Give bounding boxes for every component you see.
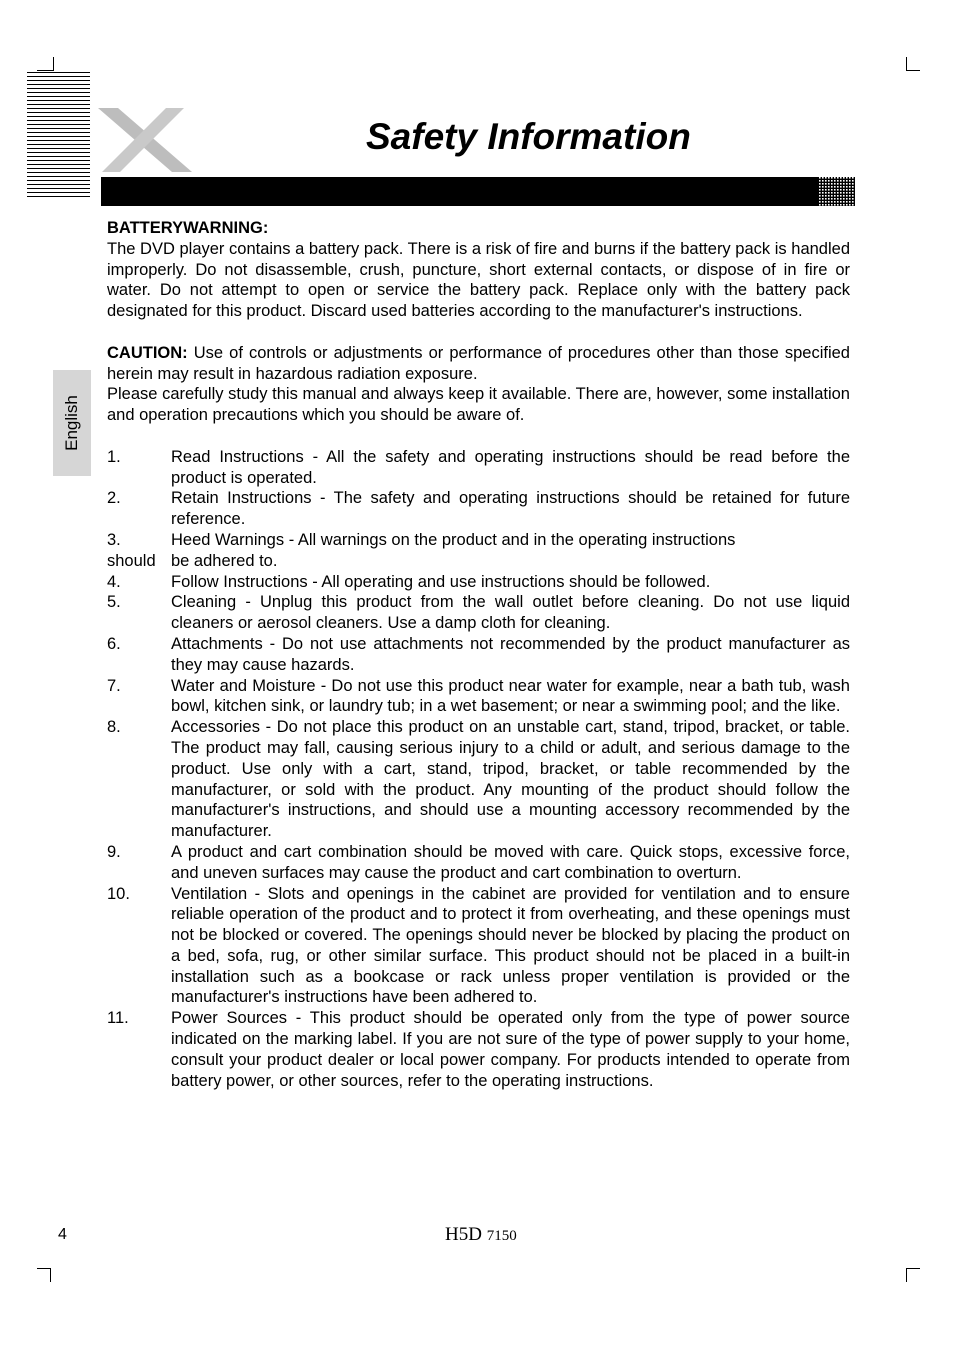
list-item-continuation [107,551,850,572]
brand-x-logo [96,104,196,179]
list-item [107,842,850,884]
list-item [107,572,850,593]
item-text: Cleaning - Unplug this product from the wall outlet before cleaning. Do not use liquid cleaners or aerosol cleaners. Use a damp cloth for cleaning. [171,593,850,633]
item-text: Read Instructions - All the safety and operating instructions should be read before the product is operated. [171,447,850,487]
list-item [107,717,850,842]
caution-paragraph [107,343,850,385]
item-number: 2. [107,489,121,508]
item-text: Retain Instructions - The safety and operating instructions should be retained for future reference. [171,489,850,529]
item-text: Power Sources - This product should be operated only from the type of power source indicated on the marking label. If you are not sure of the type of power supply to your home, consult your product dealer or local power company. For products intended to operate from battery power, or other sources, refer to the operating instructions. [171,1009,850,1090]
page-number: 4 [58,1226,67,1243]
crop-mark-bottom-right [906,1268,907,1282]
list-item [107,676,850,718]
crop-mark-bottom-right [906,1268,920,1269]
page-title: Safety Information [366,116,691,157]
item-text: A product and cart combination should be moved with care. Quick stops, excessive force, and uneven surfaces may cause the product and cart combination to overturn. [171,842,850,882]
item-number: 1. [107,447,121,466]
header-stripes [27,72,90,200]
item-continuation-text: be adhered to. [171,551,278,570]
crop-mark-top-left [37,70,54,71]
caution-text-2: Please carefully study this manual and always keep it available. There are, however, some installation and operation precautions which you should be aware of. [107,385,850,425]
item-number: 7. [107,676,121,695]
model-label [445,1224,517,1246]
item-number: 4. [107,572,121,591]
item-number: 5. [107,593,121,612]
caution-label: CAUTION: [107,343,188,362]
model-name: H5D [445,1224,482,1245]
language-label: English [62,395,81,451]
list-item [107,592,850,634]
list-item [107,884,850,1009]
crop-mark-top-left [53,57,54,71]
title-bar [101,177,855,206]
item-text: Water and Moisture - Do not use this product near water for example, near a bath tub, wash bowl, kitchen sink, or laundry tub; in a wet basement; or near a swimming pool; and the like. [171,676,850,716]
item-number: 10. [107,884,130,903]
title-bar-dots [819,177,855,206]
main-content [107,218,850,1091]
crop-mark-bottom-left [50,1268,51,1282]
item-number: 3. [107,530,121,549]
item-text: Ventilation - Slots and openings in the cabinet are provided for ventilation and to ensure reliable operation of the product and to protect it from overheating, and these openings must not be blocked or covered. The openings should never be blocked by placing the product on a bed, sofa, rug, or other similar surface. This product should not be placed in a built-in installation such as a bookcase or rack unless proper ventilation is provided or the manufacturer's instructions have been adhered to. [171,884,850,1007]
item-continuation-word: should [107,551,156,570]
list-item [107,1008,850,1091]
battery-warning-heading: BATTERYWARNING: [107,219,269,237]
list-item [107,447,850,489]
list-item [107,634,850,676]
caution-text: Use of controls or adjustments or performance of procedures other than those specified herein may result in hazardous radiation exposure. [107,343,850,383]
item-number: 8. [107,718,121,737]
item-text: Follow Instructions - All operating and use instructions should be followed. [171,572,711,591]
item-number: 9. [107,842,121,861]
list-item [107,530,850,551]
crop-mark-top-right [906,57,907,71]
crop-mark-bottom-left [37,1268,51,1269]
item-text: Attachments - Do not use attachments not recommended by the product manufacturer as they may cause hazards. [171,634,850,674]
battery-warning-text: The DVD player contains a battery pack. There is a risk of fire and burns if the battery pack is handled improperly. Do not disassemble, crush, puncture, short external contacts, or dispose of in fire or water. Do not attempt to open or service the battery pack. Replace only with the battery pack designated for this product. Discard used batteries according to the manufacturer's instructions. [107,239,850,321]
item-number: 6. [107,634,121,653]
model-number: 7150 [486,1228,517,1244]
list-item [107,488,850,530]
crop-mark-top-right [906,70,920,71]
item-number: 11. [107,1009,129,1028]
item-text: Accessories - Do not place this product on an unstable cart, stand, tripod, bracket, or table. The product may fall, causing serious injury to a child or adult, and serious damage to the product. Use only with a cart, stand, tripod, bracket, or table recommended by the manufacturer, or sold with the product. Any mounting of the product should follow the manufacturer's instructions, and should use a mounting accessory recommended by the manufacturer. [171,718,850,841]
item-text: Heed Warnings - All warnings on the product and in the operating instructions [171,530,736,549]
